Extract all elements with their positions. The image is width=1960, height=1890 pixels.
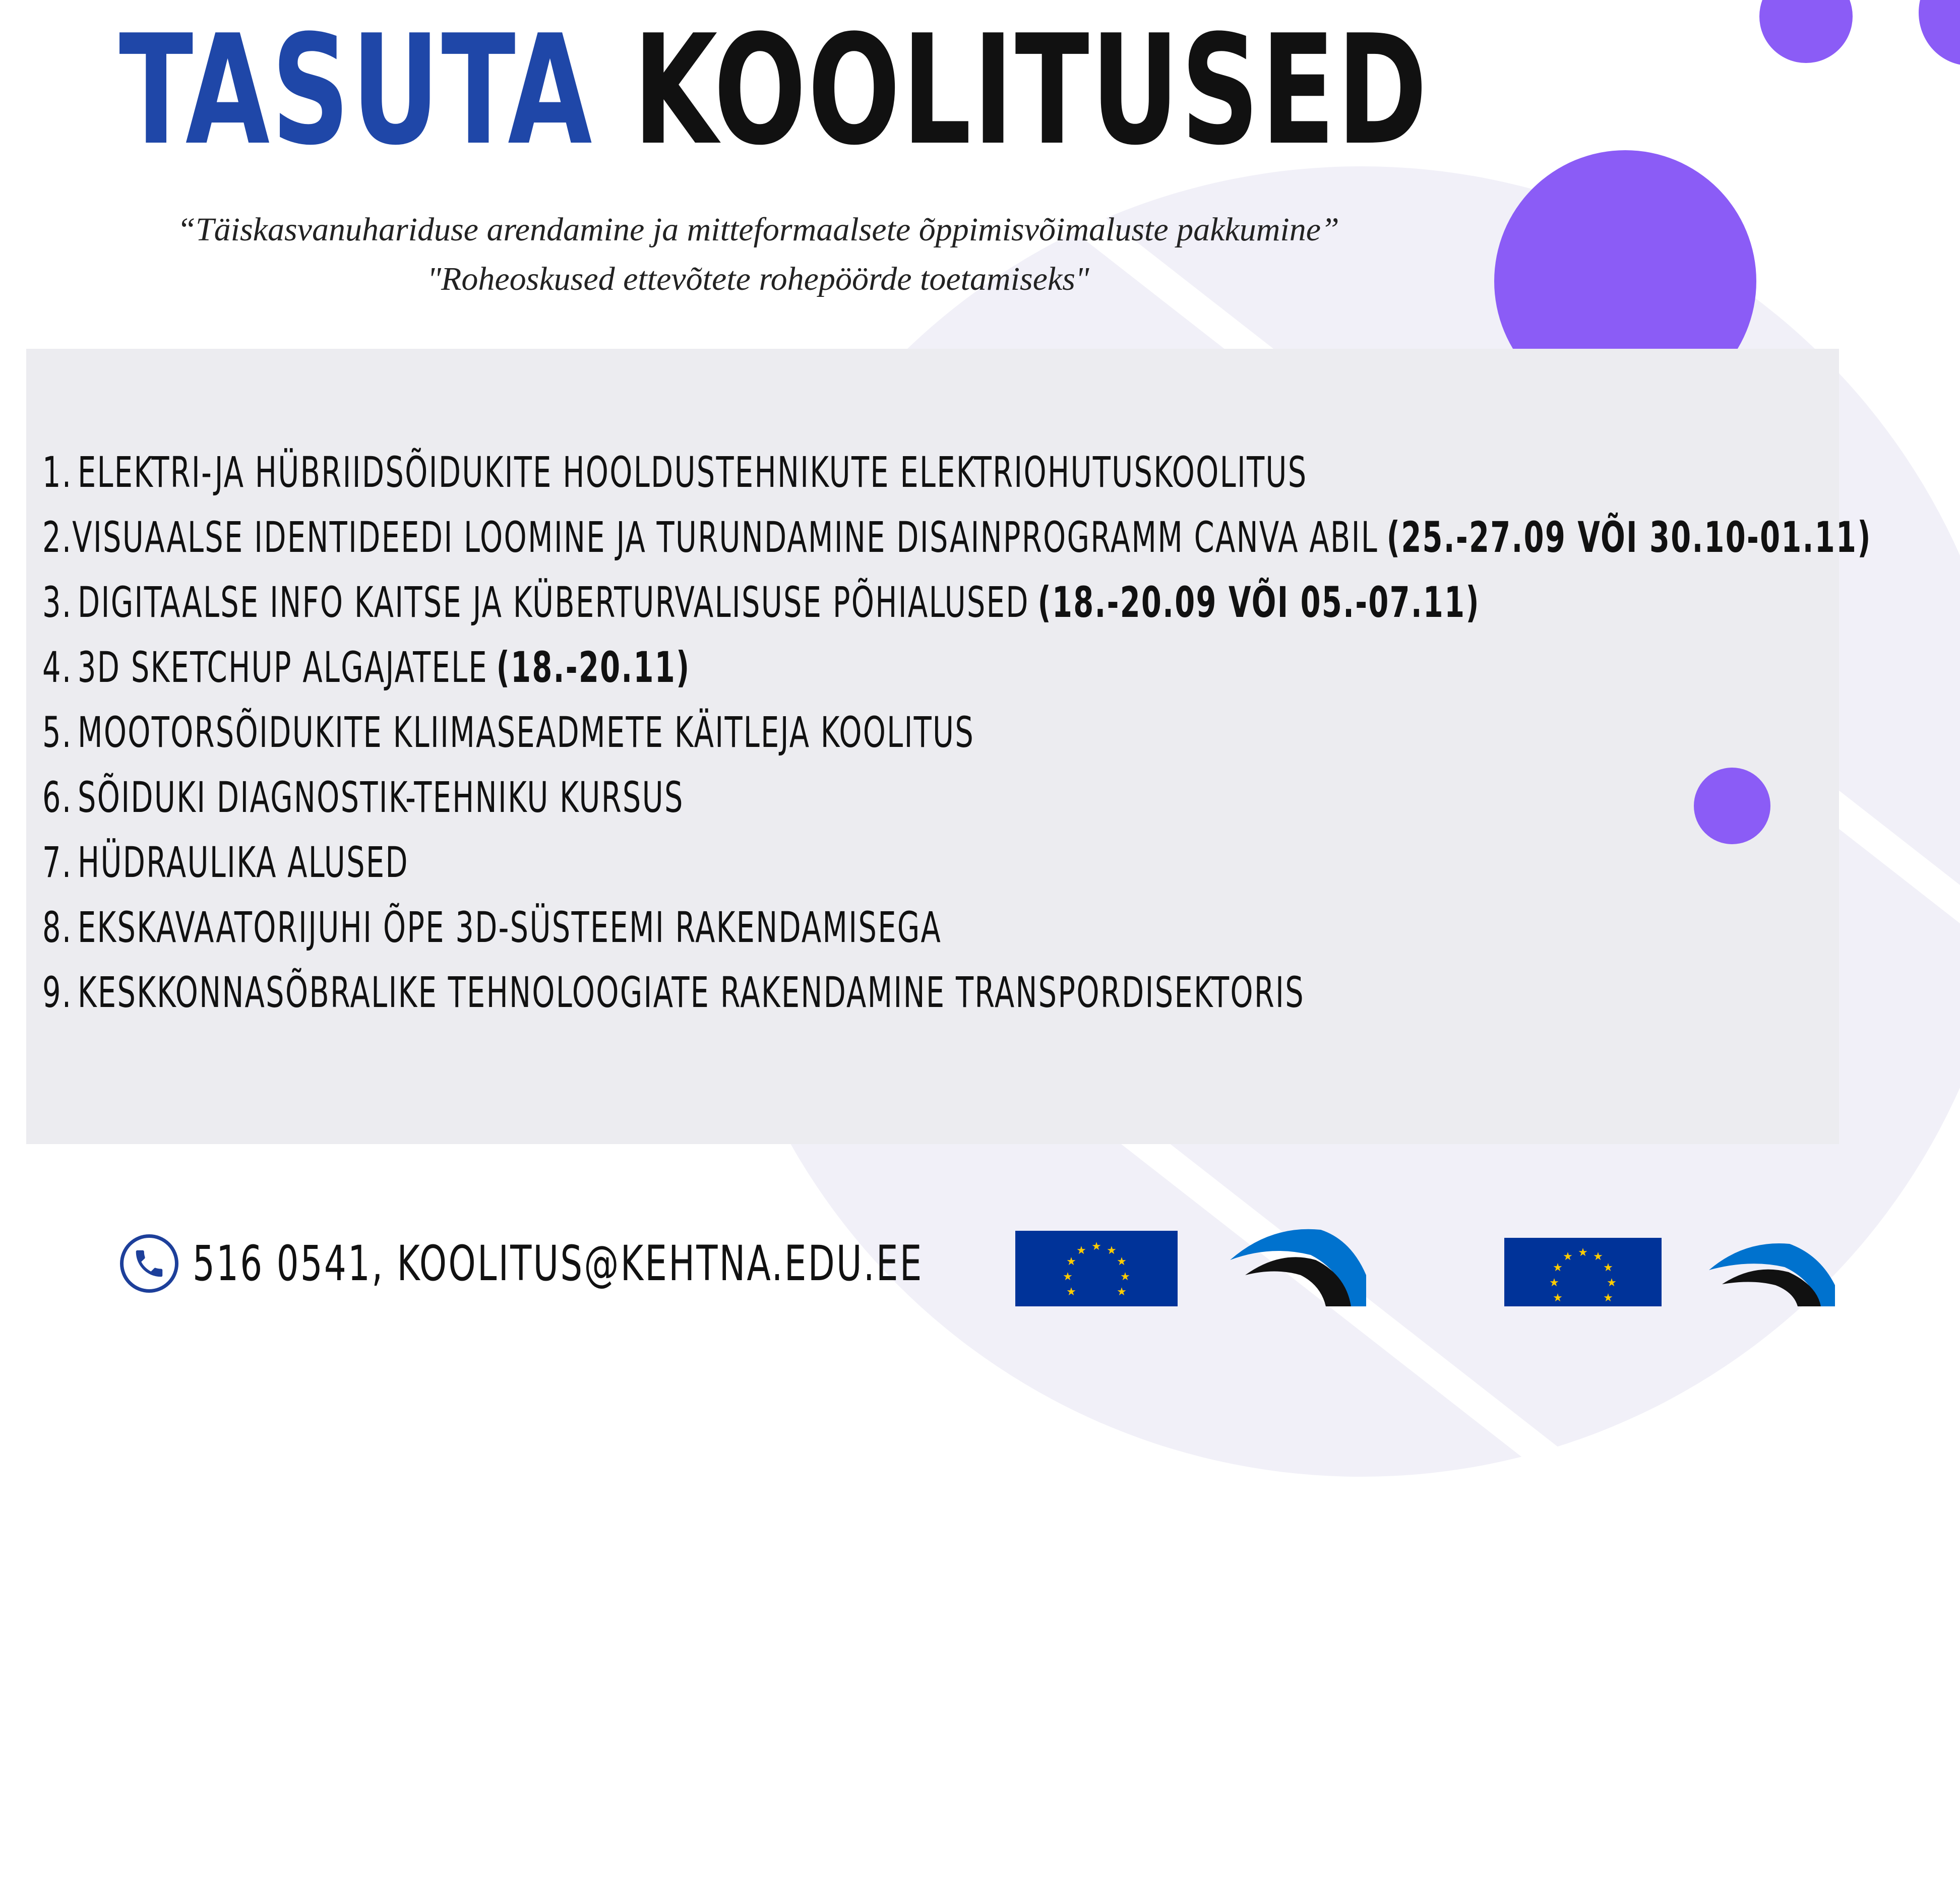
svg-text:★: ★ [1549,1277,1559,1289]
course-number: 4. [42,643,73,692]
list-item [42,903,1498,968]
svg-text:★: ★ [1076,1244,1086,1257]
course-dates: (18.-20.09 VÕI 05.-07.11) [1037,578,1480,627]
svg-text:★: ★ [1553,1292,1563,1304]
svg-text:★: ★ [1593,1250,1603,1263]
contact-text[interactable]: 516 0541, KOOLITUS@KEHTNA.EDU.EE [193,1235,924,1292]
course-label: HÜDRAULIKA ALUSED [77,838,409,887]
eu-flag-icon [1504,1238,1662,1306]
decorative-dot [1919,0,1960,66]
subtitle-2: "Roheoskused ettevõtete rohepöörde toetamiseks" [427,261,1089,297]
course-dates: (18.-20.11) [496,643,691,692]
course-dates: (25.-27.09 VÕI 30.10-01.11) [1386,513,1872,562]
course-number: 7. [42,838,73,887]
svg-text:★: ★ [1563,1250,1573,1263]
svg-text:★: ★ [1117,1255,1127,1268]
list-item [42,773,1498,838]
decorative-dot [1759,0,1853,63]
course-number: 9. [42,968,73,1017]
course-list [42,448,1958,1033]
svg-text:★: ★ [1107,1244,1117,1257]
list-item [42,578,1498,643]
course-number: 6. [42,773,73,822]
title-main: KOOLITUSED [633,3,1429,178]
page-title [119,3,1429,178]
eu-flag-icon [1015,1231,1178,1306]
svg-text:★: ★ [1603,1262,1613,1274]
course-label: ELEKTRI-JA HÜBRIIDSÕIDUKITE HOOLDUSTEHNIKUTE ELEKTRIOHUTUSKOOLITUS [77,448,1308,497]
list-item [42,513,1872,578]
svg-text:★: ★ [1578,1246,1588,1259]
course-label: VISUAALSE IDENTIDEEDI LOOMINE JA TURUNDAMINE DISAINPROGRAMM CANVA ABIL [72,513,1379,562]
svg-text:★: ★ [1063,1271,1073,1283]
svg-text:★: ★ [1066,1255,1076,1268]
estonia-logo-icon [1704,1230,1855,1306]
list-item [42,838,1498,903]
course-label: MOOTORSÕIDUKITE KLIIMASEADMETE KÄITLEJA KOOLITUS [77,708,975,757]
svg-text:★: ★ [1117,1286,1127,1298]
list-item [42,448,1498,513]
subtitle-1: “Täiskasvanuhariduse arendamine ja mitteformaalsete õppimisvõimaluste pakkumine” [177,211,1339,248]
course-number: 3. [42,578,73,627]
course-label: KESKKONNASÕBRALIKE TEHNOLOOGIATE RAKENDAMINE TRANSPORDISEKTORIS [77,968,1305,1017]
estonia-logo-icon [1225,1220,1386,1306]
list-item [42,708,1498,773]
svg-text:★: ★ [1091,1240,1101,1253]
svg-text:★: ★ [1066,1286,1076,1298]
course-label: EKSKAVAATORIJUHI ÕPE 3D-SÜSTEEMI RAKENDAMISEGA [77,903,942,952]
course-number: 2. [42,513,73,562]
svg-text:★: ★ [1607,1277,1617,1289]
course-label: DIGITAALSE INFO KAITSE JA KÜBERTURVALISUSE PÕHIALUSED [77,578,1029,627]
course-number: 8. [42,903,73,952]
course-number: 1. [42,448,73,497]
svg-text:★: ★ [1603,1292,1613,1304]
phone-icon [120,1234,178,1293]
contact-info [120,1233,1106,1294]
course-number: 5. [42,708,73,757]
course-label: 3D SKETCHUP ALGAJATELE [77,643,488,692]
title-accent: TASUTA [119,3,594,178]
list-item [42,643,1498,708]
course-label: SÕIDUKI DIAGNOSTIK-TEHNIKU KURSUS [77,773,684,822]
list-item [42,968,1498,1033]
svg-text:★: ★ [1120,1271,1130,1283]
svg-text:★: ★ [1553,1262,1563,1274]
